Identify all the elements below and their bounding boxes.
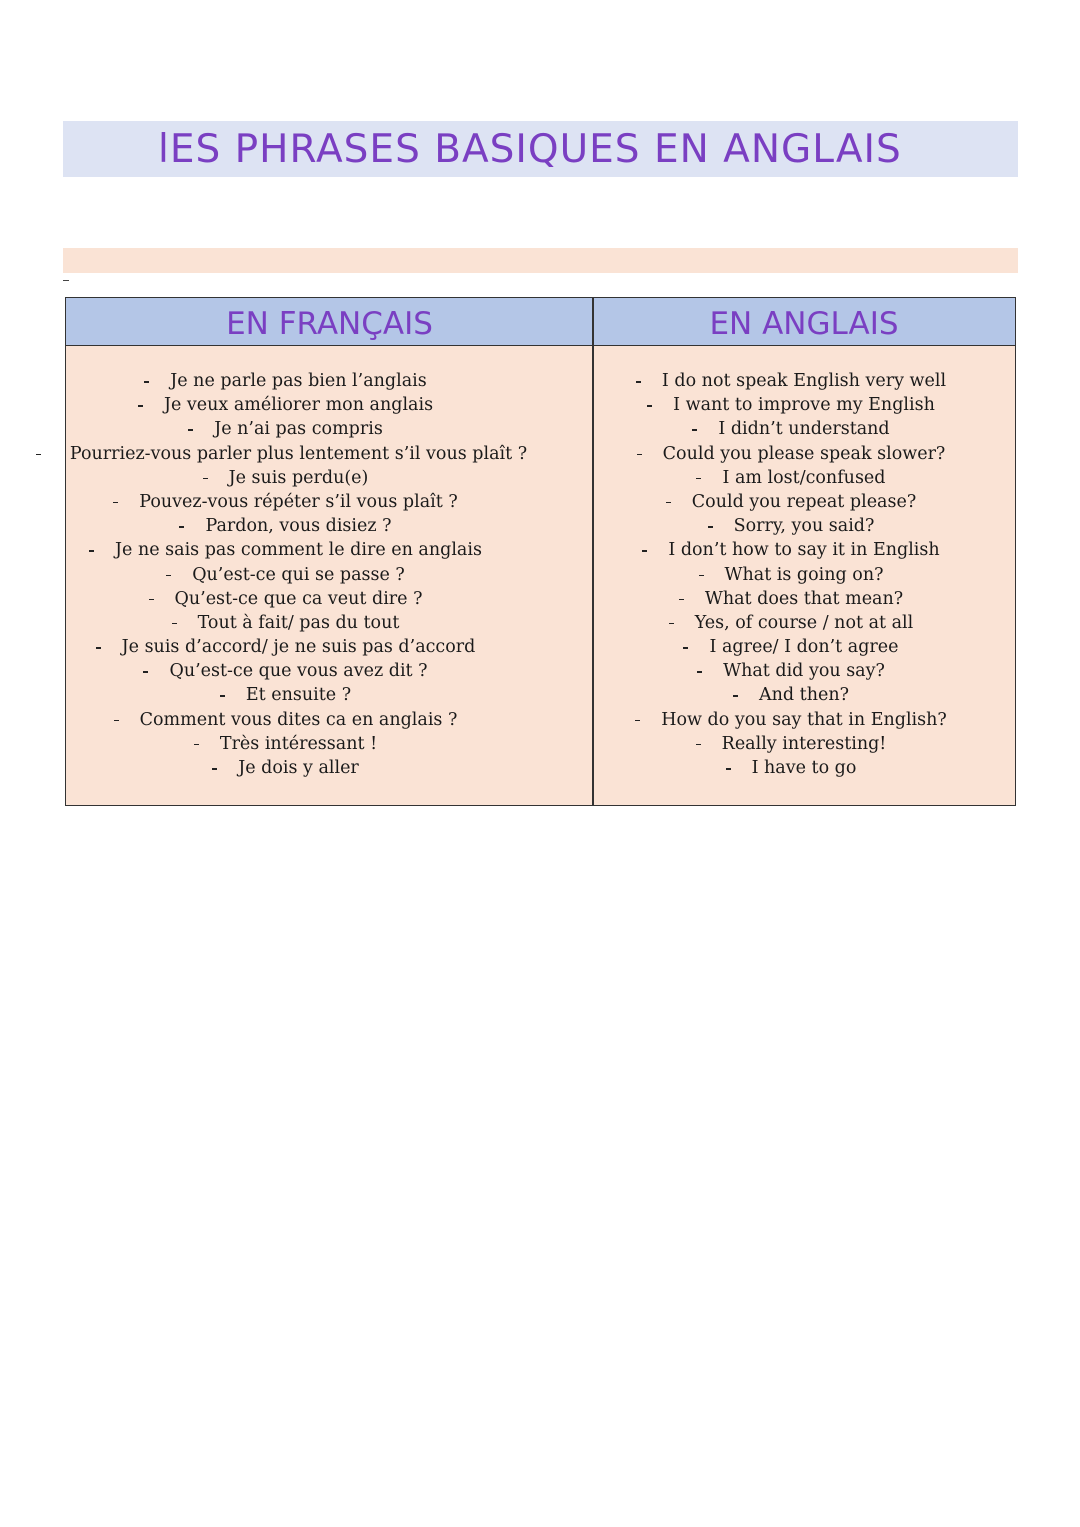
english-column-header: EN ANGLAIS (709, 306, 899, 342)
french-phrase: Comment vous dites ca en anglais ? (1, 708, 596, 732)
english-phrase: How do you say that in English? (593, 708, 1015, 732)
english-phrase: Could you repeat please? (593, 490, 1015, 514)
french-phrase: Je veux améliorer mon anglais (1, 393, 596, 417)
french-phrase: Très intéressant ! (1, 732, 596, 756)
stray-dash (63, 280, 69, 281)
french-phrase: Je dois y aller (1, 756, 596, 780)
french-phrase: Pourriez-vous parler plus lentement s’il vous plaît ? (1, 442, 596, 466)
english-phrase: What does that mean? (593, 587, 1015, 611)
page-title: lES PHRASES BASIQUES EN ANGLAIS (158, 127, 902, 172)
english-phrase: I have to go (593, 756, 1015, 780)
french-phrase: Je n’ai pas compris (1, 417, 596, 441)
french-column-header: EN FRANÇAIS (226, 306, 433, 342)
french-phrase: Je suis d’accord/ je ne suis pas d’accord (1, 635, 596, 659)
english-phrase: Sorry, you said? (593, 514, 1015, 538)
french-phrase: Et ensuite ? (1, 683, 596, 707)
french-phrase: Qu’est-ce qui se passe ? (1, 563, 596, 587)
english-phrase: What did you say? (593, 659, 1015, 683)
english-phrase: I want to improve my English (593, 393, 1015, 417)
french-phrase-list (1, 369, 596, 780)
english-phrase: Really interesting! (593, 732, 1015, 756)
french-phrase: Qu’est-ce que ca veut dire ? (1, 587, 596, 611)
english-phrase: I didn’t understand (593, 417, 1015, 441)
english-phrase: And then? (593, 683, 1015, 707)
english-phrase: Could you please speak slower? (593, 442, 1015, 466)
english-phrase: I don’t how to say it in English (593, 538, 1015, 562)
french-phrase: Je ne sais pas comment le dire en anglais (1, 538, 596, 562)
english-phrase: I do not speak English very well (593, 369, 1015, 393)
french-phrase: Je ne parle pas bien l’anglais (1, 369, 596, 393)
english-phrase-list (593, 369, 1015, 780)
english-phrase: What is going on? (593, 563, 1015, 587)
decorative-band (63, 248, 1018, 273)
french-phrase: Pouvez-vous répéter s’il vous plaît ? (1, 490, 596, 514)
french-phrase: Je suis perdu(e) (1, 466, 596, 490)
french-phrase: Tout à fait/ pas du tout (1, 611, 596, 635)
english-phrase: Yes, of course / not at all (593, 611, 1015, 635)
phrase-table (65, 297, 1016, 806)
table-header-row (66, 298, 1015, 346)
french-phrase: Pardon, vous disiez ? (1, 514, 596, 538)
english-phrase: I am lost/confused (593, 466, 1015, 490)
english-phrase: I agree/ I don’t agree (593, 635, 1015, 659)
french-phrase: Qu’est-ce que vous avez dit ? (1, 659, 596, 683)
